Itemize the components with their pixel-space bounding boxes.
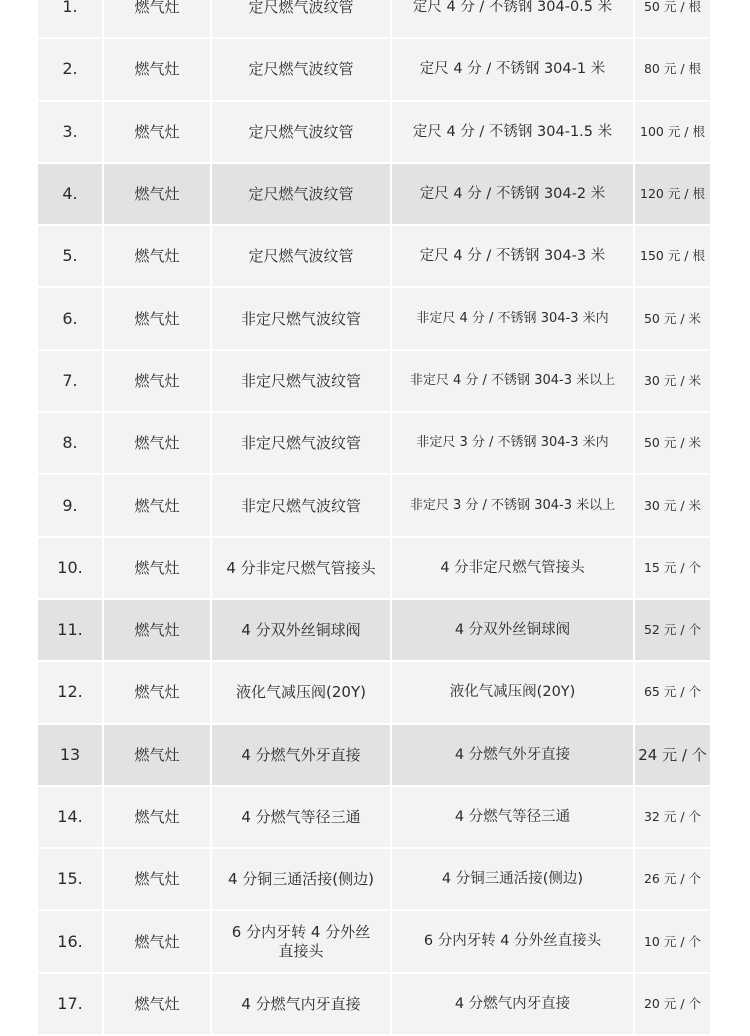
price-cell: 50 元 / 米 [643,435,702,451]
price-cell: 50 元 / 根 [643,0,702,15]
row-number: 3. [38,102,104,162]
category-cell: 燃气灶 [104,288,212,348]
table-row [38,102,710,164]
price-cell: 15 元 / 个 [643,559,702,575]
price-cell: 65 元 / 个 [643,684,702,700]
spec-cell: 非定尺 4 分 / 不锈钢 304-3 米内 [392,288,635,348]
row-number: 9. [38,475,104,535]
spec-cell: 定尺 4 分 / 不锈钢 304-0.5 米 [392,0,635,37]
table-row [38,911,710,973]
table-row [38,164,710,226]
spec-cell: 4 分非定尺燃气管接头 [392,538,635,598]
spec-cell: 非定尺 3 分 / 不锈钢 304-3 米内 [392,413,635,473]
item-name-cell: 非定尺燃气波纹管 [212,413,392,473]
table-row [38,662,710,724]
price-cell: 120 元 / 根 [640,186,705,202]
table-row [38,351,710,413]
row-number: 1. [38,0,104,37]
item-name-cell: 4 分双外丝铜球阀 [212,600,392,660]
table-row [38,538,710,600]
item-name-cell: 4 分燃气等径三通 [212,787,392,847]
table-row [38,475,710,537]
category-cell: 燃气灶 [104,413,212,473]
table-row [38,787,710,849]
table-row [38,39,710,101]
spec-cell: 液化气减压阀(20Y) [392,662,635,722]
price-cell: 24 元 / 个 [638,745,707,764]
price-cell: 100 元 / 根 [640,123,705,139]
category-cell: 燃气灶 [104,164,212,224]
category-cell: 燃气灶 [104,475,212,535]
item-name-cell: 4 分铜三通活接(侧边) [212,849,392,909]
spec-cell: 定尺 4 分 / 不锈钢 304-2 米 [392,164,635,224]
table-row [38,725,710,787]
item-name-cell: 定尺燃气波纹管 [212,0,392,37]
category-cell: 燃气灶 [104,226,212,286]
row-number: 12. [38,662,104,722]
price-cell: 50 元 / 米 [643,310,702,326]
category-cell: 燃气灶 [104,0,212,37]
item-name-cell: 6 分内牙转 4 分外丝直接头 [212,911,392,971]
row-number: 17. [38,974,104,1034]
category-cell: 燃气灶 [104,787,212,847]
price-cell: 30 元 / 米 [643,372,702,388]
item-name-cell: 液化气减压阀(20Y) [212,662,392,722]
row-number: 10. [38,538,104,598]
category-cell: 燃气灶 [104,538,212,598]
price-cell: 10 元 / 个 [643,933,702,949]
row-number: 6. [38,288,104,348]
item-name-cell: 定尺燃气波纹管 [212,39,392,99]
spec-cell: 4 分双外丝铜球阀 [392,600,635,660]
row-number: 2. [38,39,104,99]
category-cell: 燃气灶 [104,600,212,660]
table-row [38,0,710,39]
row-number: 5. [38,226,104,286]
item-name-cell: 定尺燃气波纹管 [212,164,392,224]
row-number: 11. [38,600,104,660]
price-cell: 150 元 / 根 [640,248,705,264]
spec-cell: 4 分燃气外牙直接 [392,725,635,785]
price-cell: 26 元 / 个 [643,871,702,887]
item-name-cell: 4 分燃气外牙直接 [212,725,392,785]
table-row [38,413,710,475]
table-row [38,226,710,288]
spec-cell: 4 分燃气等径三通 [392,787,635,847]
row-number: 15. [38,849,104,909]
table-row [38,849,710,911]
item-name-cell: 非定尺燃气波纹管 [212,351,392,411]
row-number: 4. [38,164,104,224]
spec-cell: 定尺 4 分 / 不锈钢 304-3 米 [392,226,635,286]
spec-cell: 非定尺 4 分 / 不锈钢 304-3 米以上 [392,351,635,411]
spec-cell: 非定尺 3 分 / 不锈钢 304-3 米以上 [392,475,635,535]
table-row [38,600,710,662]
row-number: 14. [38,787,104,847]
item-name-cell: 非定尺燃气波纹管 [212,288,392,348]
price-cell: 30 元 / 米 [643,497,702,513]
table-row [38,974,710,1036]
item-name-cell: 定尺燃气波纹管 [212,226,392,286]
item-name-cell: 非定尺燃气波纹管 [212,475,392,535]
price-table [38,0,710,1036]
row-number: 7. [38,351,104,411]
item-name-cell: 4 分燃气内牙直接 [212,974,392,1034]
category-cell: 燃气灶 [104,662,212,722]
row-number: 13 [38,725,104,785]
price-cell: 80 元 / 根 [643,61,702,77]
category-cell: 燃气灶 [104,974,212,1034]
category-cell: 燃气灶 [104,351,212,411]
category-cell: 燃气灶 [104,39,212,99]
spec-cell: 定尺 4 分 / 不锈钢 304-1 米 [392,39,635,99]
row-number: 8. [38,413,104,473]
price-cell: 52 元 / 个 [643,622,702,638]
price-cell: 20 元 / 个 [643,995,702,1011]
item-name-cell: 4 分非定尺燃气管接头 [212,538,392,598]
category-cell: 燃气灶 [104,911,212,971]
spec-cell: 4 分铜三通活接(侧边) [392,849,635,909]
category-cell: 燃气灶 [104,849,212,909]
price-cell: 32 元 / 个 [643,809,702,824]
spec-cell: 定尺 4 分 / 不锈钢 304-1.5 米 [392,102,635,162]
category-cell: 燃气灶 [104,725,212,785]
table-row [38,288,710,350]
row-number: 16. [38,911,104,971]
item-name-cell: 定尺燃气波纹管 [212,102,392,162]
spec-cell: 4 分燃气内牙直接 [392,974,635,1034]
spec-cell: 6 分内牙转 4 分外丝直接头 [392,911,635,971]
category-cell: 燃气灶 [104,102,212,162]
